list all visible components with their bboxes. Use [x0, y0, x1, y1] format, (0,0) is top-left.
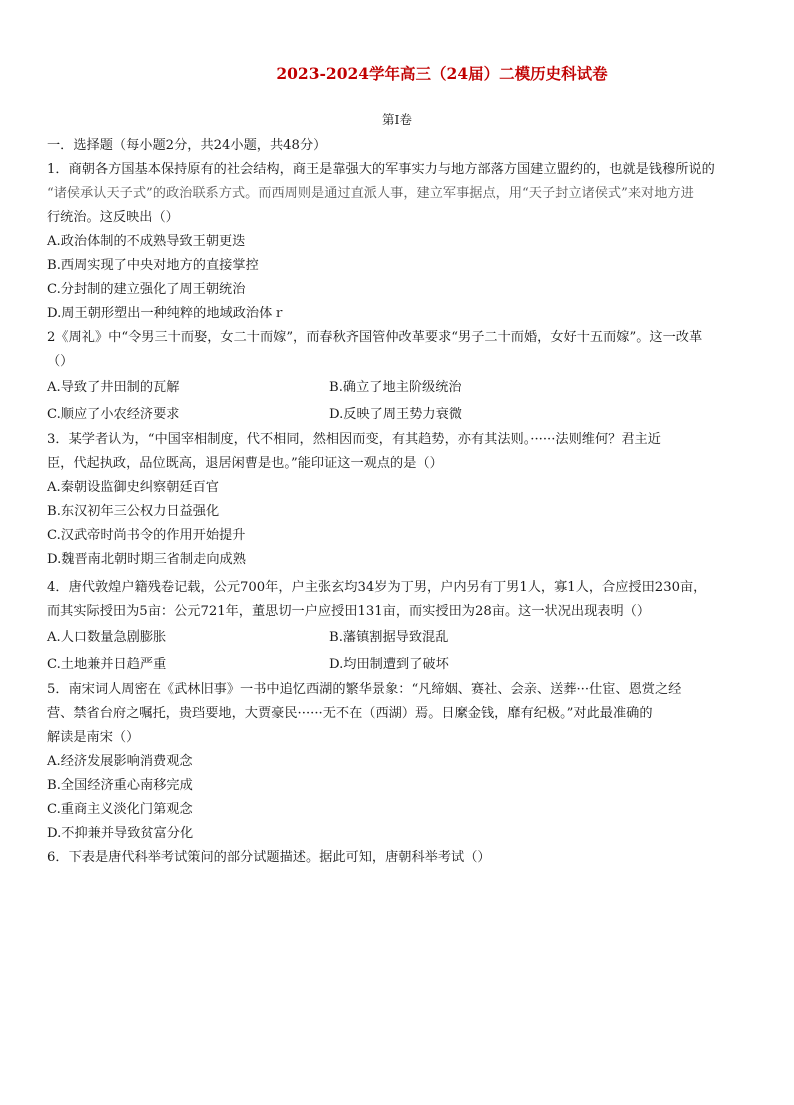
option-row: [47, 651, 752, 678]
option-c: C.汉武帝时尚书令的作用开始提升: [47, 528, 246, 543]
question-stem-line: （）: [47, 354, 74, 369]
question-stem-line: 臣，代起执政，品位既高，退居闲曹是也。”能印证这一观点的是（）: [47, 456, 443, 471]
volume-label: 第I卷: [382, 112, 412, 127]
question-stem-line: 行统治。这反映出（）: [47, 210, 179, 225]
option-a: A.政治体制的不成熟导致王朝更迭: [47, 234, 246, 249]
option-d: D.不抑兼并导致贫富分化: [47, 826, 194, 841]
option-c: C.土地兼并日趋严重: [47, 657, 167, 672]
question-stem-line: “诸侯承认天子式”的政治联系方式。而西周则是通过直派人事，建立军事据点，用“天子封立诸侯式”来对地方进: [47, 186, 694, 201]
question-stem-line: 5．南宋词人周密在《武林旧事》一书中追忆西湖的繁华景象：“凡缔姻、赛社、会亲、送葬···仕宦、恩赏之经: [47, 682, 682, 697]
question-3: [47, 428, 752, 572]
question-1: [47, 158, 752, 326]
question-2: [47, 326, 752, 428]
question-6: [47, 846, 752, 870]
option-row: [47, 401, 752, 428]
option-row: [47, 374, 752, 401]
option-b: B.全国经济重心南移完成: [47, 778, 193, 793]
option-b: B.西周实现了中央对地方的直接掌控: [47, 258, 259, 273]
question-5: [47, 678, 752, 846]
section-heading: 一．选择题（每小题2分，共24小题，共48分）: [47, 138, 327, 153]
question-content: [47, 134, 752, 870]
option-b: B.确立了地主阶级统治: [329, 380, 462, 395]
option-c: C.重商主义淡化门第观念: [47, 802, 193, 817]
option-c: C.分封制的建立强化了周王朝统治: [47, 282, 246, 297]
option-d: D.反映了周王势力衰微: [329, 407, 462, 422]
option-a: A.人口数量急剧膨胀: [47, 630, 167, 645]
option-a: A.经济发展影响消费观念: [47, 754, 193, 769]
question-stem-line: 营、禁省台府之嘱托，贵珰要地，大贾豪民······无不在（西湖）焉。日縻金钱，靡有纪极。”对此最准确的: [47, 706, 653, 721]
option-b: B.藩镇割据导致混乱: [329, 630, 449, 645]
option-d: D.均田制遭到了破坏: [329, 657, 449, 672]
option-a: A.导致了井田制的瓦解: [47, 380, 180, 395]
option-a: A.秦朝设监御史纠察朝廷百官: [47, 480, 219, 495]
question-stem-line: 1．商朝各方国基本保持原有的社会结构，商王是靠强大的军事实力与地方部落方国建立盟约的，也就是钱穆所说的: [47, 162, 715, 177]
option-d: D.魏晋南北朝时期三省制走向成熟: [47, 552, 246, 567]
question-stem-line: 4．唐代敦煌户籍残卷记载，公元700年，户主张玄均34岁为丁男，户内另有丁男1人，寡1人，合应授田230亩，: [47, 580, 707, 595]
option-b: B.东汉初年三公权力日益强化: [47, 504, 220, 519]
question-stem-line: 2《周礼》中“令男三十而娶，女二十而嫁”，而春秋齐国管仲改革要求“男子二十而婚，女好十五而嫁”。这一改革: [47, 330, 703, 345]
question-stem-line: 6．下表是唐代科举考试策问的部分试题描述。据此可知，唐朝科举考试（）: [47, 850, 491, 865]
option-d: D.周王朝形塑出一种纯粹的地域政治体ｒ: [47, 306, 286, 321]
question-stem-line: 3．某学者认为，“中国宰相制度，代不相同，然相因而变，有其趋势，亦有其法则。······法则维何？君主近: [47, 432, 661, 447]
option-c: C.顺应了小农经济要求: [47, 407, 180, 422]
question-stem-line: 而其实际授田为5亩：公元721年，董思切一户应授田131亩，而实授田为28亩。这一状况出现表明（）: [47, 604, 651, 619]
question-4: [47, 576, 752, 678]
option-row: [47, 624, 752, 651]
exam-title: 2023-2024学年高三（24届）二模历史科试卷: [276, 64, 608, 83]
question-stem-line: 解读是南宋（）: [47, 730, 140, 745]
